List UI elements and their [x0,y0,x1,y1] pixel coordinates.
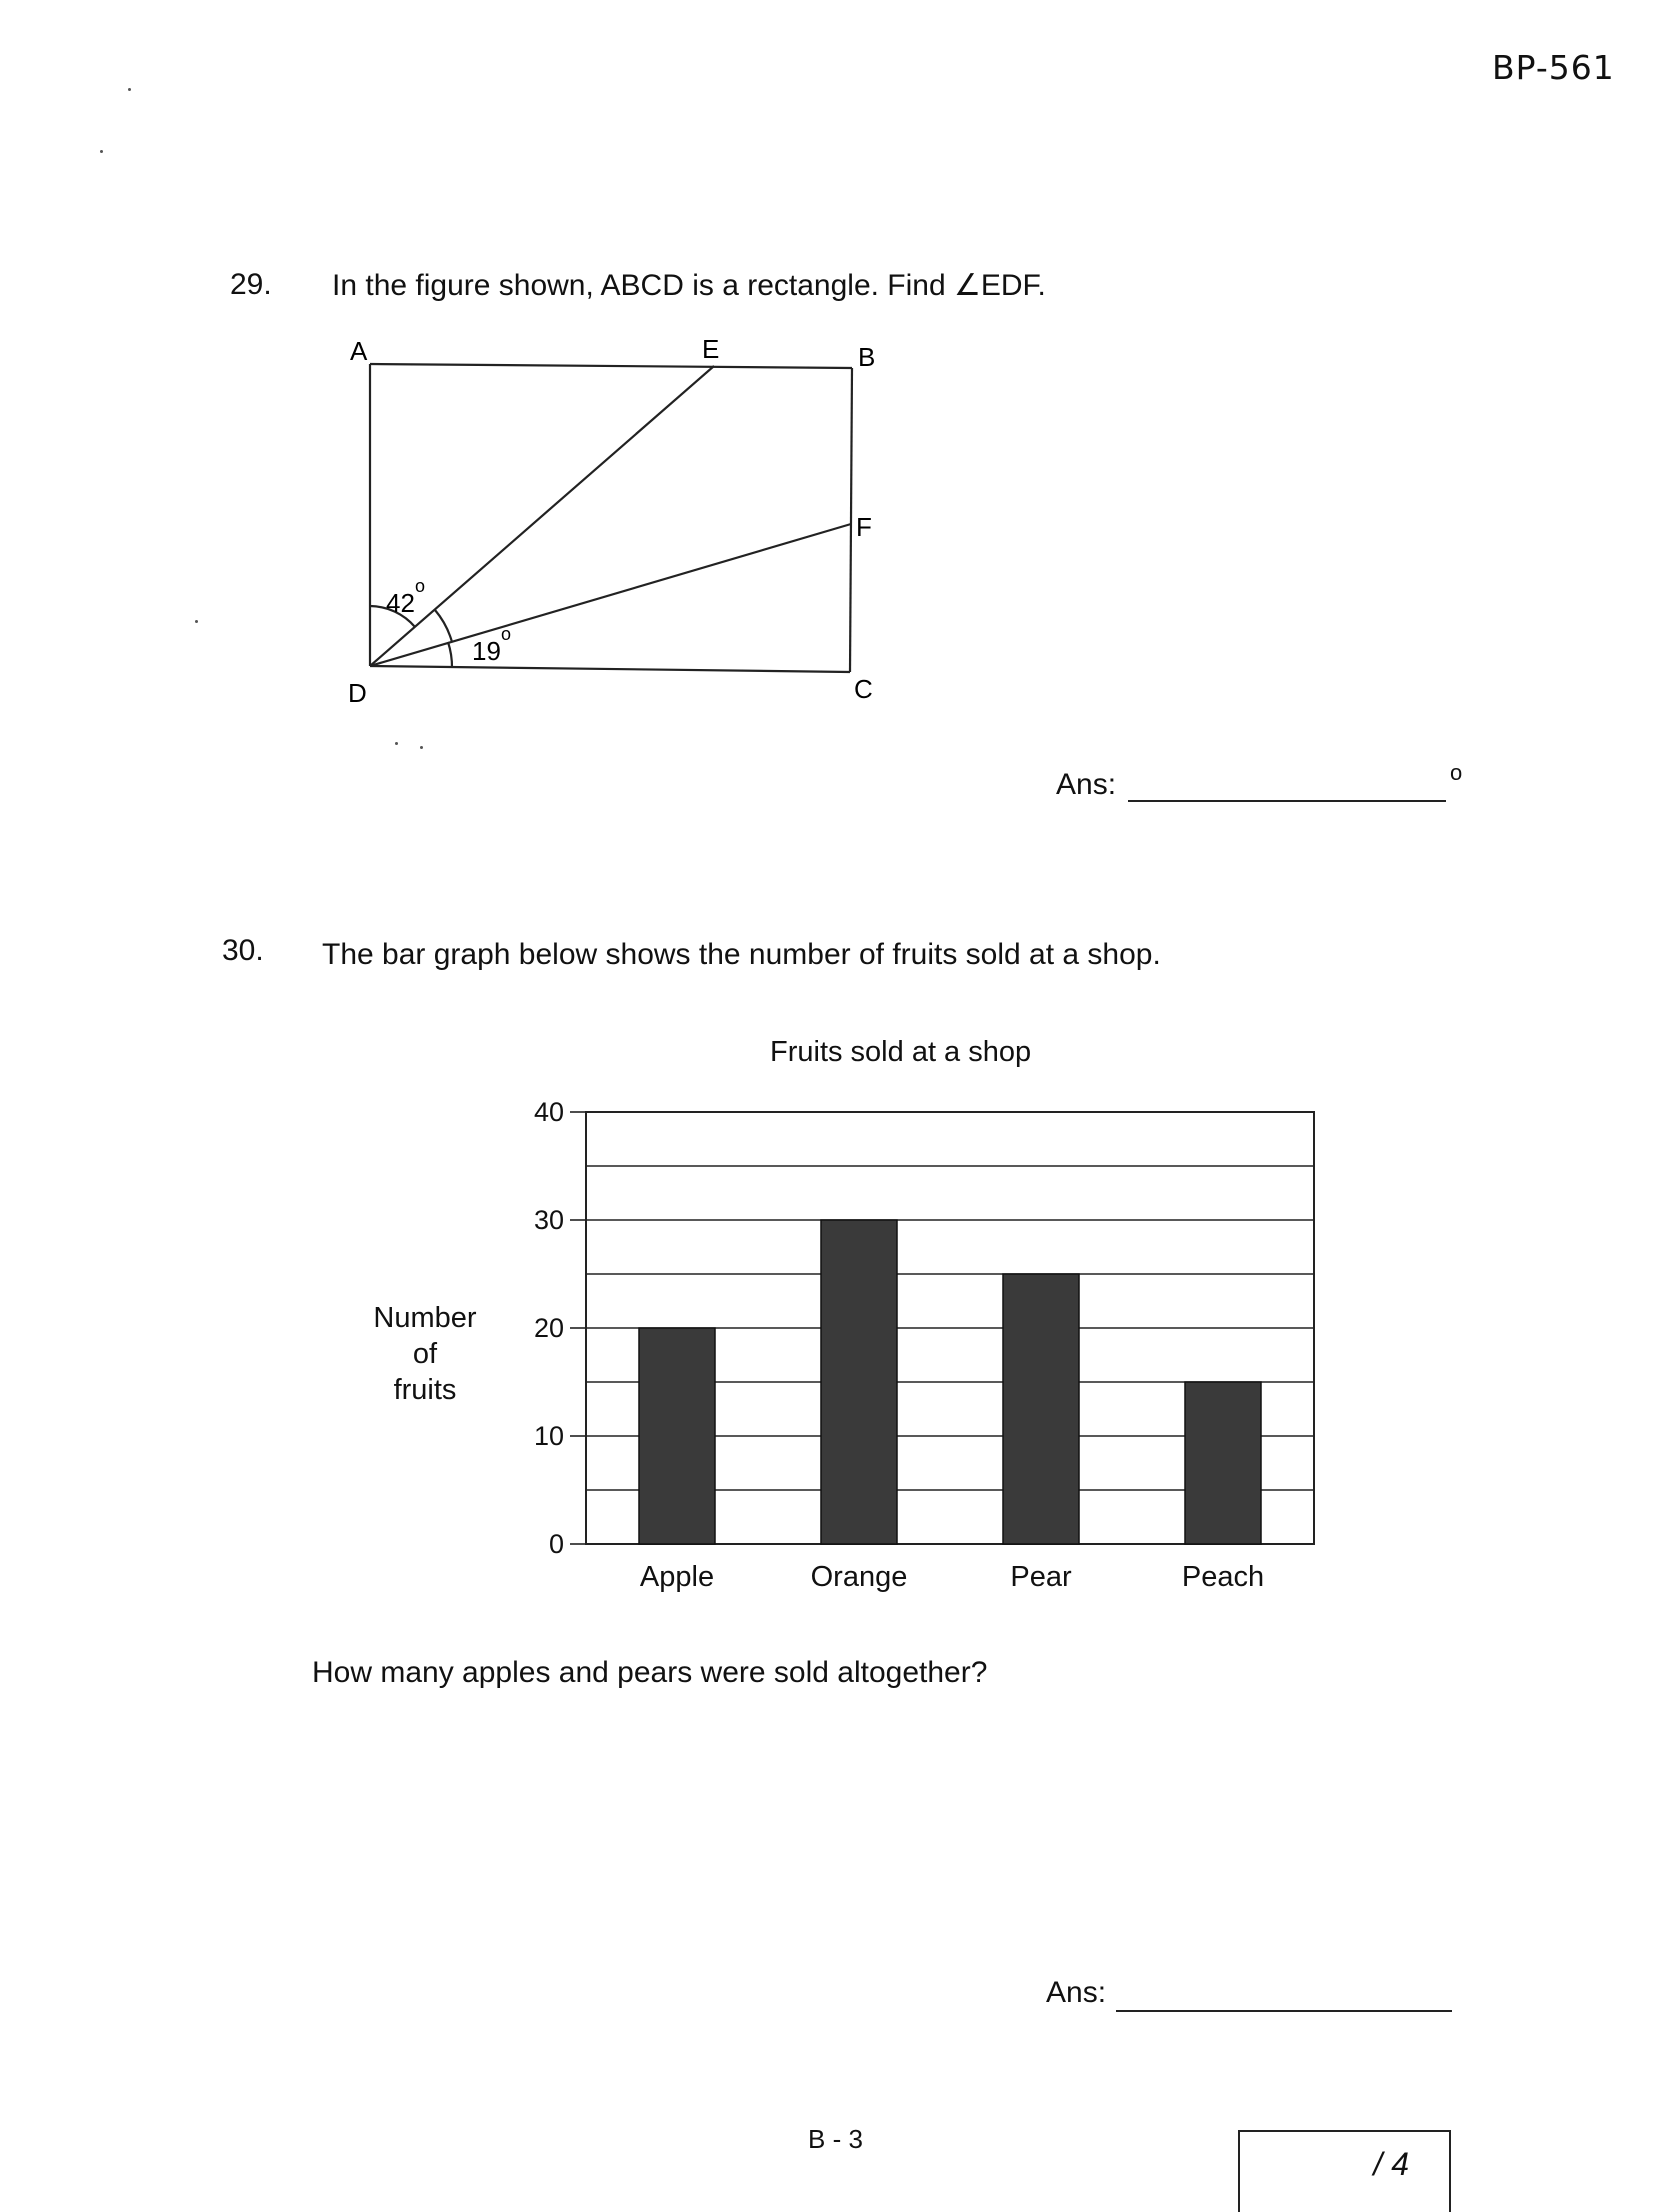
q30-answer-line[interactable] [1116,2010,1452,2012]
label-c: C [854,674,873,704]
bar-pear [1003,1274,1079,1544]
q30-answer-label: Ans: [1046,1976,1107,2009]
scan-speck [395,742,398,745]
x-tick-label: Peach [1181,1561,1265,1593]
label-f: F [856,512,872,542]
scan-speck [420,746,423,749]
question-30-text: The bar graph below shows the number of fruits sold at a shop. [322,938,1161,971]
y-axis-title [360,1300,490,1408]
scan-speck [100,150,103,153]
chart-title: Fruits sold at a shop [770,1036,1032,1068]
line-de [370,366,714,666]
q29-degree-unit: o [1450,760,1463,785]
paper-code: BP-561 [1492,48,1615,87]
y-axis-title-line-1: Number [373,1302,477,1334]
page-number: B - 3 [808,2124,863,2154]
y-tick-label: 10 [533,1421,564,1451]
y-tick-label: 20 [533,1313,564,1343]
q29-answer-label: Ans: [1056,768,1117,801]
y-axis-title-line-2: of [412,1338,438,1370]
rectangle-figure [330,330,890,720]
degree-mark-19: o [501,624,512,644]
scan-speck [195,620,198,623]
scan-speck [128,88,131,91]
label-d: D [348,678,367,708]
x-tick-label: Orange [810,1561,908,1593]
line-df [370,524,851,666]
degree-mark-42: o [415,576,426,596]
side-cd [370,666,850,672]
bar-apple [639,1328,715,1544]
side-bc [850,368,852,672]
y-axis-title-line-3: fruits [393,1374,457,1406]
label-b: B [858,342,876,372]
bar-peach [1185,1382,1261,1544]
angle-label-19: 19 [472,636,501,666]
y-tick-label: 40 [533,1097,564,1127]
bar-chart [500,1080,1340,1620]
question-29-text: In the figure shown, ABCD is a rectangle. Find ∠EDF. [332,269,1046,302]
x-tick-label: Pear [1010,1561,1072,1593]
q29-answer-line[interactable] [1128,800,1446,802]
angle-arc-de [435,610,452,642]
question-29-number: 29. [230,268,272,301]
bar-orange [821,1220,897,1544]
label-a: A [350,336,368,366]
x-tick-label: Apple [639,1561,715,1593]
y-tick-label: 30 [533,1205,564,1235]
label-e: E [702,334,720,364]
y-tick-label: 0 [548,1529,564,1559]
question-30-prompt: How many apples and pears were sold altogether? [312,1656,988,1689]
angle-arc-19 [448,642,452,668]
score-total: / 4 [1373,2146,1409,2182]
angle-label-42: 42 [386,588,415,618]
side-ab [370,364,852,368]
question-30-number: 30. [222,934,264,967]
